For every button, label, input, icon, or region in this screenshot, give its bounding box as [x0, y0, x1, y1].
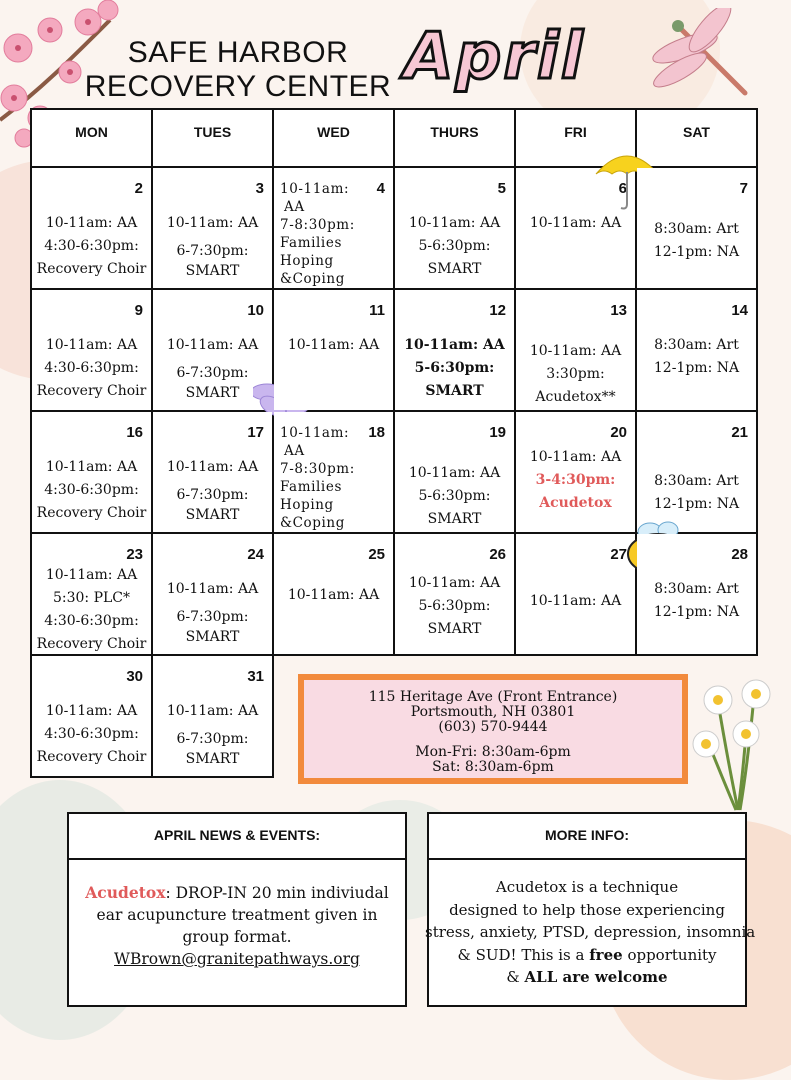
day-number: 14 [731, 302, 748, 319]
day-events: 10-11am: AA [287, 337, 380, 353]
day-events: 10-11am: AA 7-8:30pm: Families Hoping &Coping [280, 181, 355, 287]
day-events: 10-11am: AA 6-7:30pm: SMART [166, 459, 259, 523]
day-number: 30 [126, 668, 143, 685]
day-events: 10-11am: AA 4:30-6:30pm: Recovery Choir [36, 215, 147, 277]
day-number: 19 [489, 424, 506, 441]
day-number: 5 [497, 180, 506, 197]
day-number: 6 [618, 180, 627, 197]
day-cell-30 [31, 655, 152, 777]
day-cell-2 [31, 167, 152, 289]
dragonfly-icon [640, 8, 760, 103]
day-events: 10-11am: AA 5-6:30pm: SMART [408, 215, 501, 277]
hours-weekday: Mon-Fri: 8:30am-6pm [415, 744, 571, 760]
day-cell-18 [273, 411, 394, 533]
daisy-flowers-decoration [688, 672, 788, 812]
email-link[interactable]: WBrown@granitepathways.org [114, 950, 360, 968]
day-events: 10-11am: AA 5:30: PLC* 4:30-6:30pm: Recovery Choir [36, 567, 147, 652]
day-events: 8:30am: Art 12-1pm: NA [653, 337, 740, 376]
day-cell-6 [515, 167, 636, 289]
day-events: 10-11am: AA 6-7:30pm: SMART [166, 337, 259, 401]
day-number: 12 [489, 302, 506, 319]
day-cell-5 [394, 167, 515, 289]
day-cell-21 [636, 411, 757, 533]
day-cell-28 [636, 533, 757, 655]
day-number: 2 [134, 180, 143, 197]
day-events: 10-11am: AA 3-4:30pm: Acudetox [529, 449, 622, 511]
day-number: 18 [368, 424, 385, 441]
day-number: 7 [739, 180, 748, 197]
day-number: 13 [610, 302, 627, 319]
day-events: 10-11am: AA [529, 593, 622, 609]
week-row [31, 533, 757, 655]
day-cell-16 [31, 411, 152, 533]
day-events: 10-11am: AA 6-7:30pm: SMART [166, 581, 259, 645]
weekday-sat: SAT [636, 109, 757, 167]
day-cell-13 [515, 289, 636, 411]
hours-saturday: Sat: 8:30am-6pm [432, 759, 554, 775]
day-cell-4 [273, 167, 394, 289]
day-events: 8:30am: Art 12-1pm: NA [653, 581, 740, 620]
address-city: Portsmouth, NH 03801 [410, 704, 576, 720]
day-number: 3 [255, 180, 264, 197]
day-events: 10-11am: AA 5-6:30pm: SMART [408, 465, 501, 527]
day-number: 27 [610, 546, 627, 563]
day-cell-31 [152, 655, 273, 777]
day-events: 8:30am: Art 12-1pm: NA [653, 473, 740, 512]
day-events: 10-11am: AA 5-6:30pm: SMART [408, 575, 501, 637]
news-heading: APRIL NEWS & EVENTS: [69, 814, 405, 860]
more-info-body: Acudetox is a technique designed to help those experiencing stress, anxiety, PTSD, depression, insomnia & SUD! This is a free opportunity & ALL are welcome [425, 878, 756, 986]
day-events: 8:30am: Art 12-1pm: NA [653, 221, 740, 260]
day-cell-14 [636, 289, 757, 411]
day-events: 10-11am: AA 4:30-6:30pm: Recovery Choir [36, 459, 147, 521]
day-cell-23 [31, 533, 152, 655]
address-phone: (603) 570-9444 [438, 719, 548, 735]
day-cell-25 [273, 533, 394, 655]
day-cell-11 [273, 289, 394, 411]
week-row [31, 411, 757, 533]
day-cell-17 [152, 411, 273, 533]
day-number: 23 [126, 546, 143, 563]
day-events: 10-11am: AA 4:30-6:30pm: Recovery Choir [36, 703, 147, 765]
week-row [31, 167, 757, 289]
day-cell-12 [394, 289, 515, 411]
weekday-wed: WED [273, 109, 394, 167]
day-events: 10-11am: AA 7-8:30pm: Families Hoping &Coping [280, 425, 355, 531]
day-events: 10-11am: AA [529, 215, 622, 231]
day-number: 25 [368, 546, 385, 563]
weekday-fri: FRI [515, 109, 636, 167]
more-info-heading: MORE INFO: [429, 814, 745, 860]
month-title: April [404, 20, 585, 94]
day-number: 24 [247, 546, 264, 563]
week-row [31, 289, 757, 411]
day-number: 4 [376, 180, 385, 197]
weekday-mon: MON [31, 109, 152, 167]
day-cell-20 [515, 411, 636, 533]
day-cell-10 [152, 289, 273, 411]
day-cell-27 [515, 533, 636, 655]
day-cell-24 [152, 533, 273, 655]
day-cell-3 [152, 167, 273, 289]
day-cell-19 [394, 411, 515, 533]
address-box [298, 674, 688, 784]
day-cell-9 [31, 289, 152, 411]
day-number: 16 [126, 424, 143, 441]
day-events: 10-11am: AA 5-6:30pm: SMART [404, 337, 505, 399]
day-number: 9 [134, 302, 143, 319]
center-name [78, 36, 398, 104]
day-number: 17 [247, 424, 264, 441]
day-events: 10-11am: AA 6-7:30pm: SMART [166, 703, 259, 767]
day-cell-26 [394, 533, 515, 655]
day-number: 31 [247, 668, 264, 685]
weekday-tues: TUES [152, 109, 273, 167]
day-number: 28 [731, 546, 748, 563]
day-number: 10 [247, 302, 264, 319]
day-events: 10-11am: AA 4:30-6:30pm: Recovery Choir [36, 337, 147, 399]
news-body [69, 860, 405, 970]
acudetox-highlight: Acudetox [85, 883, 166, 902]
day-events: 10-11am: AA 3:30pm: Acudetox** [529, 343, 622, 405]
day-events: 10-11am: AA [287, 587, 380, 603]
more-info-box [425, 812, 756, 1007]
weekday-thurs: THURS [394, 109, 515, 167]
day-number: 11 [369, 302, 385, 319]
center-name-line2: RECOVERY CENTER [84, 70, 392, 103]
day-number: 20 [610, 424, 627, 441]
day-cell-7 [636, 167, 757, 289]
day-number: 21 [731, 424, 748, 441]
center-name-line1: SAFE HARBOR [127, 36, 349, 69]
address-street: 115 Heritage Ave (Front Entrance) [368, 689, 618, 705]
news-events-box [67, 812, 407, 1007]
day-events: 10-11am: AA 6-7:30pm: SMART [166, 215, 259, 279]
day-number: 26 [489, 546, 506, 563]
news-description: : DROP-IN 20 min indiviudal ear acupuncture treatment given in group format. [96, 884, 389, 946]
